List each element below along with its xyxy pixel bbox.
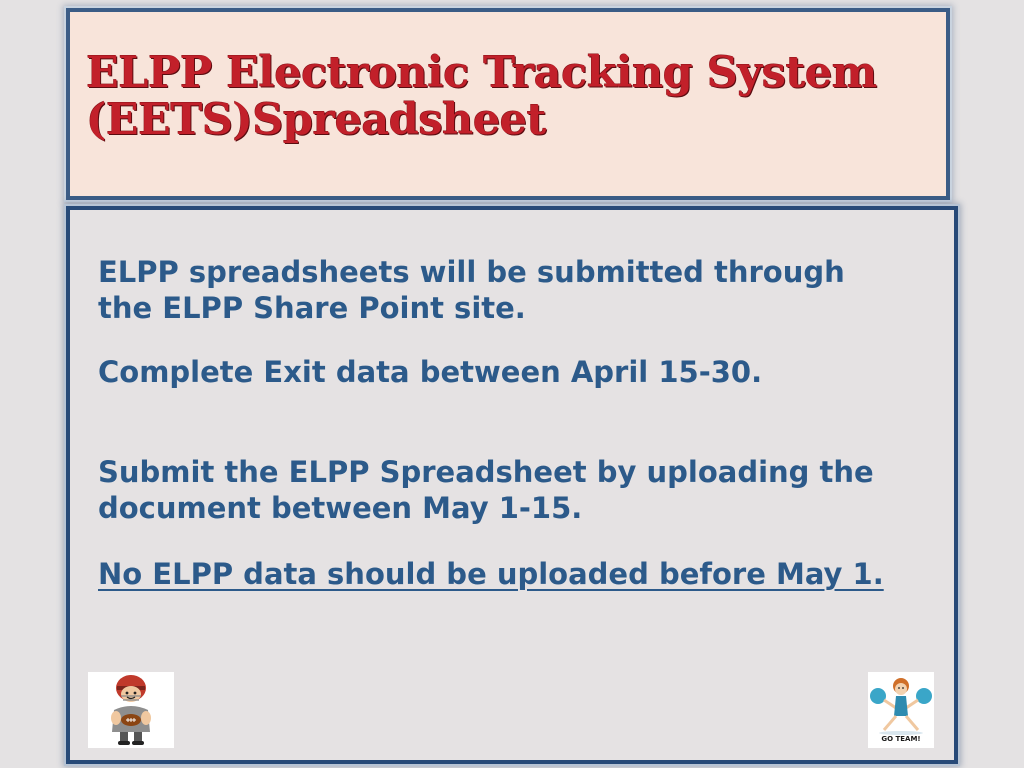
bullet-item	[98, 354, 958, 454]
bullet-line: document between May 1-15.	[98, 491, 583, 525]
bullet-line: Complete Exit data between April 15-30.	[98, 355, 763, 389]
bullet-list	[98, 254, 958, 592]
football-player-icon	[88, 672, 174, 748]
bullet-line: Submit the ELPP Spreadsheet by uploading the	[98, 455, 874, 489]
bullet-item-underlined	[98, 556, 958, 592]
bullet-item	[98, 454, 958, 556]
title-box	[66, 8, 950, 200]
bullet-item	[98, 254, 958, 354]
bullet-line: No ELPP data should be uploaded before May 1.	[98, 557, 884, 591]
cheerleader-icon	[868, 672, 934, 748]
title-line: ELPP Electronic Tracking System	[86, 48, 877, 98]
slide-title	[86, 50, 946, 144]
bullet-line: the ELPP Share Point site.	[98, 291, 526, 325]
bullet-line: ELPP spreadsheets will be submitted through	[98, 255, 845, 289]
cheerleader-caption: GO TEAM!	[881, 735, 921, 743]
content-box	[66, 206, 958, 764]
title-line: (EETS)Spreadsheet	[86, 95, 546, 145]
